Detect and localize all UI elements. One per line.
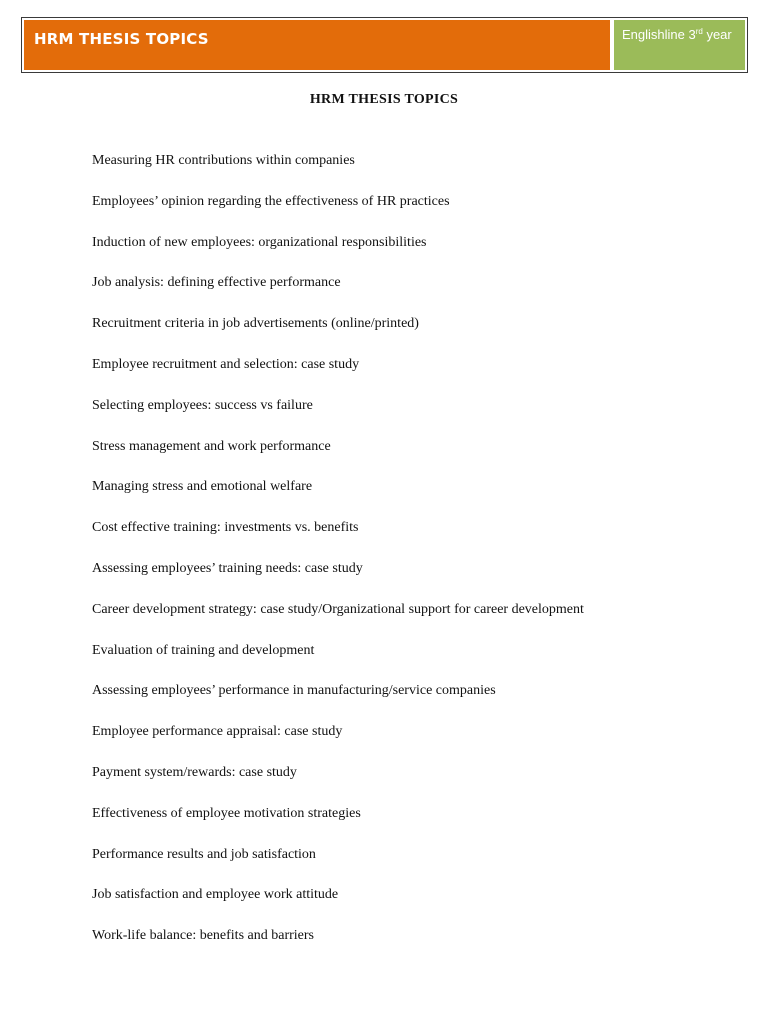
header-banner — [24, 20, 610, 70]
topic-item: Evaluation of training and development — [92, 642, 315, 658]
topic-item: Induction of new employees: organizational responsibilities — [92, 234, 427, 250]
topic-item: Employee performance appraisal: case study — [92, 724, 343, 740]
topic-item: Cost effective training: investments vs. benefits — [92, 520, 359, 536]
topic-item: Assessing employees’ training needs: case study — [92, 560, 363, 576]
topic-item: Managing stress and emotional welfare — [92, 479, 313, 495]
topic-item: Stress management and work performance — [92, 438, 331, 454]
header-tag — [622, 27, 732, 42]
topic-item: Recruitment criteria in job advertisements (online/printed) — [92, 316, 419, 332]
topic-item: Employee recruitment and selection: case study — [92, 356, 360, 372]
topic-item: Effectiveness of employee motivation strategies — [92, 805, 361, 821]
topic-item: Employees’ opinion regarding the effectiveness of HR practices — [92, 193, 450, 209]
topic-item: Selecting employees: success vs failure — [92, 397, 313, 413]
header-tag-box — [614, 20, 745, 70]
document-title: HRM THESIS TOPICS — [309, 92, 459, 107]
header-tag-main: Englishline 3 — [622, 27, 696, 42]
topic-item: Performance results and job satisfaction — [92, 846, 316, 862]
header-title: HRM THESIS TOPICS — [34, 30, 209, 48]
header-tag-sup: rd — [695, 27, 703, 36]
topic-item: Assessing employees’ performance in manufacturing/service companies — [92, 683, 496, 699]
topic-item: Payment system/rewards: case study — [92, 764, 297, 780]
topic-item: Measuring HR contributions within companies — [92, 153, 355, 168]
topic-item: Work-life balance: benefits and barriers — [92, 928, 314, 944]
topic-item: Career development strategy: case study/Organizational support for career development — [92, 601, 584, 617]
header-tag-end: year — [702, 27, 732, 42]
topic-item: Job analysis: defining effective performance — [92, 275, 341, 291]
topic-list — [92, 151, 584, 967]
topic-item: Job satisfaction and employee work attitude — [92, 887, 339, 903]
